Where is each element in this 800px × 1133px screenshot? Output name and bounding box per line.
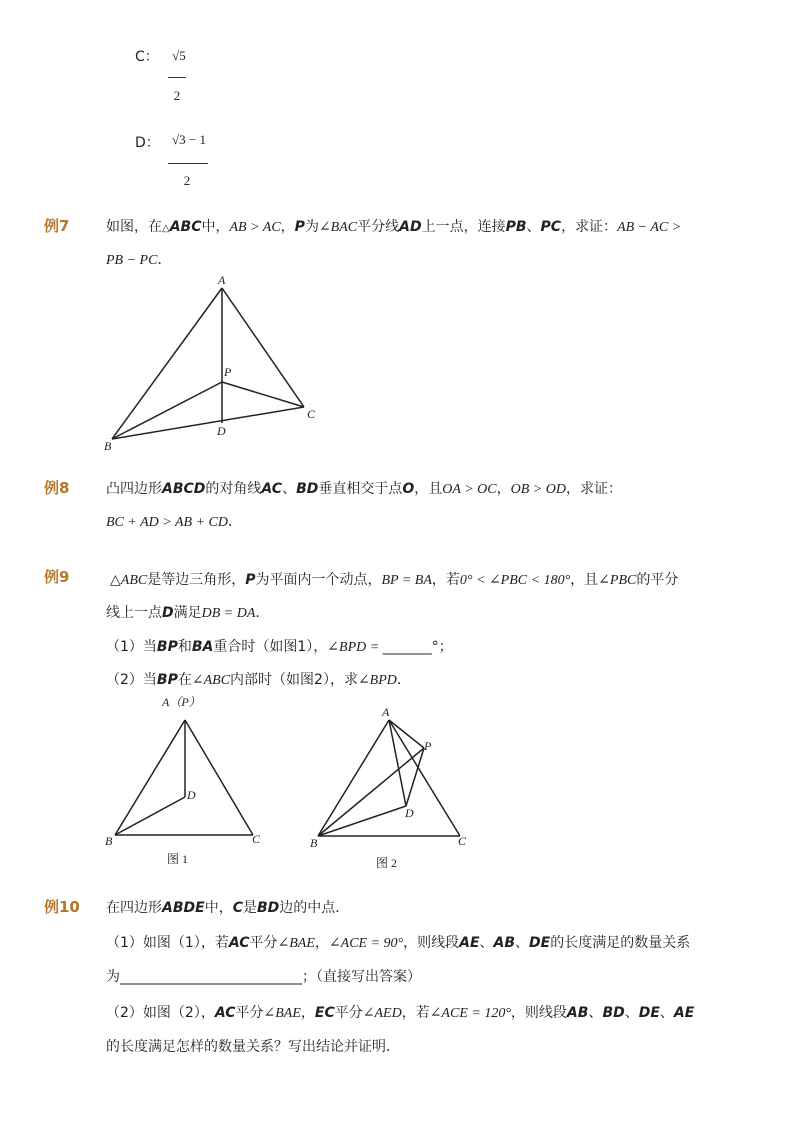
segment-ab <box>112 288 222 439</box>
segment-bp <box>318 748 424 836</box>
example-9-question-2: （2）当BP在∠ABC内部时（如图2），求∠BPD． <box>106 672 411 688</box>
point-c-label: C <box>307 407 316 421</box>
point-p-label: P <box>224 365 232 379</box>
point-p-label: P <box>424 739 432 753</box>
example-9-line-2: 线上一点D满足DB = DA． <box>106 605 270 621</box>
example-7-line-2: PB − PC． <box>106 252 172 268</box>
segment-bc <box>112 407 304 439</box>
point-a-label: A <box>218 273 226 287</box>
example-7-tag: 例7 <box>44 217 70 235</box>
example-8-line-1: 凸四边形ABCD的对角线AC、BD垂直相交于点O，且OA > OC，OB > OD，求证： <box>106 481 622 497</box>
figure-1-caption: 图 1 <box>167 852 189 866</box>
segment-pd <box>406 748 424 806</box>
segment-ab <box>115 720 185 835</box>
segment-bd <box>115 797 185 835</box>
point-a-label: A <box>382 705 390 719</box>
option-c-label: C： <box>135 49 159 65</box>
example-9-line-1: △ABC是等边三角形，P为平面内一个动点，BP = BA，若0° < ∠PBC < 180°，且∠PBC的平分 <box>110 572 679 588</box>
point-d-label: D <box>217 424 226 438</box>
example-10-question-2-line-2: 的长度满足怎样的数量关系？写出结论并证明． <box>106 1039 400 1055</box>
example-10-question-2: （2）如图（2），AC平分∠BAE，EC平分∠AED，若∠ACE = 120°，则线段AB、BD、DE、AE <box>106 1005 695 1021</box>
point-d-label: D <box>405 806 414 820</box>
example-9-question-1: （1）当BP和BA重合时（如图1），∠BPD = _______°； <box>106 639 453 655</box>
segment-bd <box>318 806 406 836</box>
point-c-label: C <box>458 834 467 848</box>
option-d-label: D： <box>135 135 160 151</box>
example-10-question-1-line-2: 为__________________________；（直接写出答案） <box>106 969 421 985</box>
option-d-fraction-bar <box>168 163 208 164</box>
point-b-label: B <box>310 836 318 850</box>
example-10-line-1: 在四边形ABDE中，C是BD边的中点． <box>106 900 350 916</box>
point-b-label: B <box>105 834 113 848</box>
option-c-numerator: √5 <box>172 48 186 63</box>
example-9-tag: 例9 <box>44 568 70 586</box>
figure-2-caption: 图 2 <box>376 856 398 870</box>
example-7-figure <box>100 270 330 455</box>
segment-ac <box>222 288 304 407</box>
point-ap-label: A（P） <box>162 695 201 709</box>
answer-blank[interactable]: __________________________ <box>120 969 302 985</box>
answer-blank[interactable]: _______ <box>382 639 432 655</box>
example-10-tag: 例10 <box>44 898 80 916</box>
example-8-line-2: BC + AD > AB + CD． <box>106 514 242 530</box>
example-9-figure-1 <box>100 690 270 870</box>
option-c-fraction-bar <box>168 77 186 78</box>
point-b-label: B <box>104 439 112 453</box>
segment-pc <box>222 382 304 407</box>
option-d-denominator: 2 <box>183 173 191 188</box>
example-9-figure-2 <box>300 700 480 875</box>
option-d-numerator: √3 − 1 <box>172 132 206 147</box>
option-c-denominator: 2 <box>173 88 181 103</box>
segment-ac <box>185 720 253 835</box>
point-d-label: D <box>187 788 196 802</box>
segment-ab <box>318 720 389 836</box>
example-8-tag: 例8 <box>44 479 70 497</box>
segment-ac <box>389 720 460 836</box>
example-7-line-1: 如图，在△ABC中，AB > AC，P为∠BAC平分线AD上一点，连接PB、PC，求证：AB − AC > <box>106 219 682 235</box>
point-c-label: C <box>252 832 261 846</box>
example-10-question-1: （1）如图（1），若AC平分∠BAE，∠ACE = 90°，则线段AE、AB、DE的长度满足的数量关系 <box>106 935 691 951</box>
